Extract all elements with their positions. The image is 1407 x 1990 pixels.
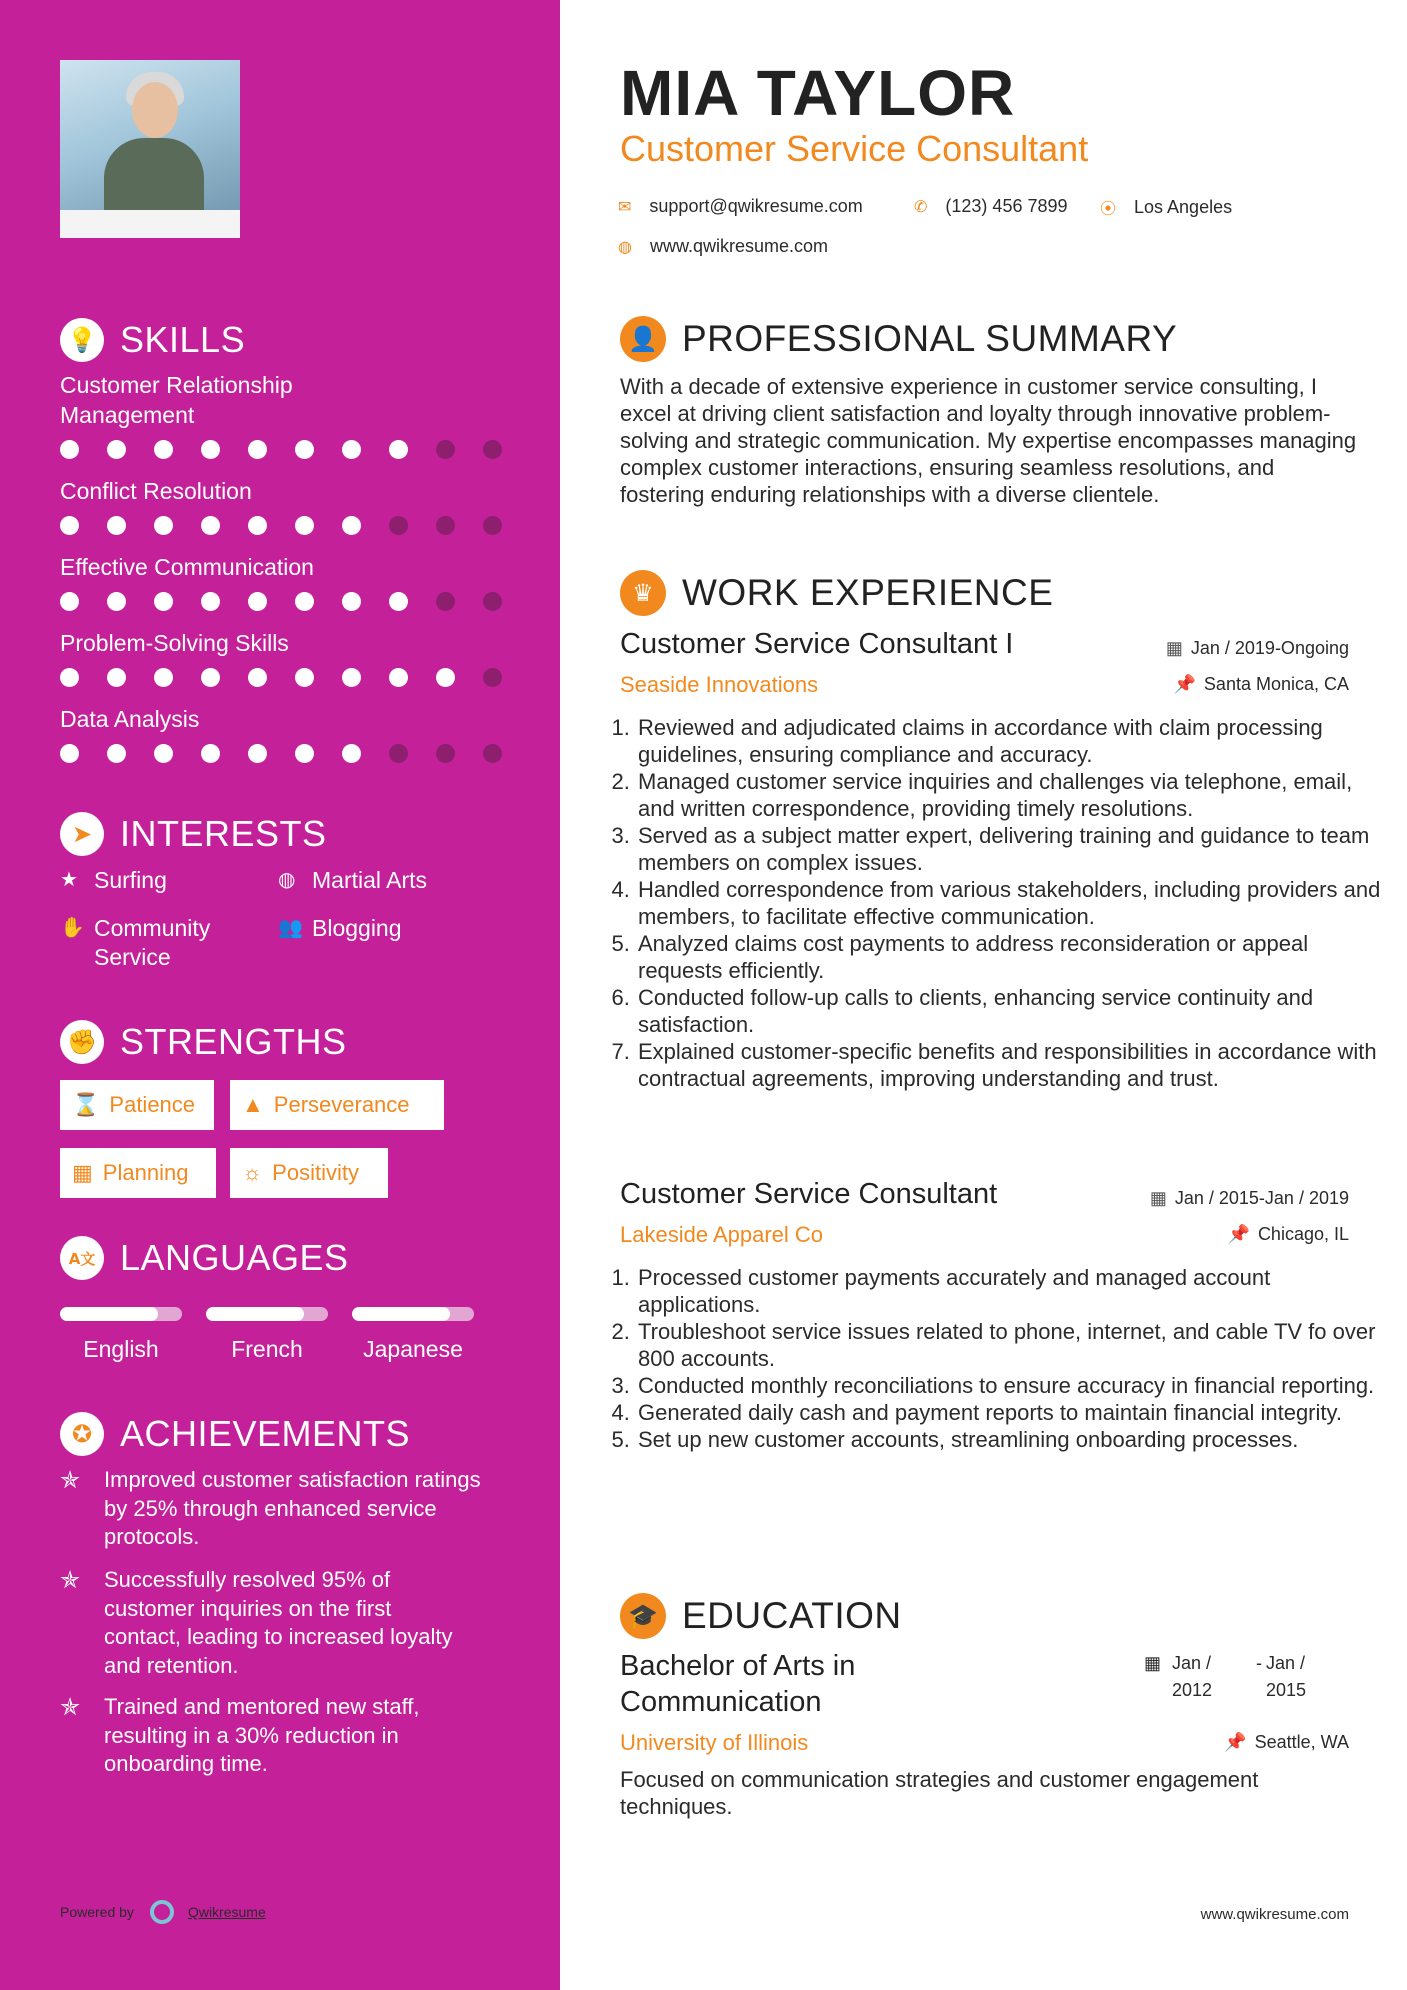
duty-item: 4. Generated daily cash and payment reports to maintain financial integrity. xyxy=(636,1399,1386,1426)
language-name: English xyxy=(83,1336,159,1362)
profile-photo xyxy=(60,60,240,238)
rating-dot xyxy=(295,592,314,611)
skill-rating xyxy=(60,744,502,762)
rating-dot xyxy=(436,440,455,459)
rating-dot xyxy=(154,592,173,611)
skills-section xyxy=(60,316,245,364)
rating-dot xyxy=(342,516,361,535)
strength-badge xyxy=(60,1148,216,1198)
rating-dot xyxy=(107,440,126,459)
interest-label: Surfing xyxy=(94,867,167,893)
rating-dot xyxy=(201,440,220,459)
rating-dot xyxy=(295,668,314,687)
shooting-star-icon: ✯ xyxy=(60,1693,81,1721)
skill-name: Data Analysis xyxy=(60,706,200,732)
rating-dot xyxy=(154,668,173,687)
summary-heading-row xyxy=(620,316,1177,362)
pin-icon: 📌 xyxy=(1173,674,1196,694)
pin-icon: 📌 xyxy=(1224,1732,1247,1752)
job-company: Lakeside Apparel Co xyxy=(620,1222,824,1247)
summary-heading: PROFESSIONAL SUMMARY xyxy=(682,318,1178,359)
language-level-bar xyxy=(60,1307,182,1321)
rating-dot xyxy=(248,744,267,763)
job-duties xyxy=(614,714,1386,1092)
strength-badge xyxy=(230,1080,444,1130)
skill-name: Conflict Resolution xyxy=(60,478,252,504)
paper-plane-icon: ➤ xyxy=(60,812,104,856)
fist-icon: ✊ xyxy=(60,1020,104,1064)
footer-url[interactable]: www.qwikresume.com xyxy=(1200,1906,1349,1923)
rating-dot xyxy=(389,440,408,459)
skill-item xyxy=(60,370,502,458)
rating-dot xyxy=(60,668,79,687)
location-text: Los Angeles xyxy=(1134,197,1233,217)
achievement-text: Trained and mentored new staff, resulting in a 30% reduction in onboarding time. xyxy=(104,1694,420,1776)
strength-badge xyxy=(60,1080,214,1130)
rating-dot xyxy=(483,516,502,535)
powered-by-label: Powered by xyxy=(60,1904,134,1920)
duty-item: 2. Troubleshoot service issues related to phone, internet, and cable TV fo over 800 accounts. xyxy=(636,1318,1386,1372)
language-level-fill xyxy=(206,1307,304,1321)
rating-dot xyxy=(248,668,267,687)
briefcase-icon: ♛ xyxy=(620,570,666,616)
summary-text: With a decade of extensive experience in customer service consulting, I excel at driving client satisfaction and loyalty through innovative problem-solving and strategic communication. My expertise encompasses managing complex customer interactions, ensuring seamless resolutions, and fostering enduring relationships with a diverse clientele. xyxy=(620,374,1357,507)
star-icon: ★ xyxy=(60,869,78,891)
rating-dot xyxy=(436,516,455,535)
interest-label: Martial Arts xyxy=(312,867,428,893)
globe-icon: ◍ xyxy=(278,869,296,891)
phone-text: (123) 456 7899 xyxy=(945,196,1068,216)
calendar-icon: ▦ xyxy=(72,1160,93,1185)
achievement-item xyxy=(60,1466,500,1552)
shooting-star-icon: ✯ xyxy=(60,1566,81,1594)
duty-item: 3. Served as a subject matter expert, delivering training and guidance to team members on complex issues. xyxy=(636,822,1386,876)
calendar-icon: ▦ xyxy=(1165,638,1183,658)
website-contact[interactable] xyxy=(618,236,828,257)
language-level-bar xyxy=(352,1307,474,1321)
star-badge-icon: ✪ xyxy=(60,1412,104,1456)
rating-dot xyxy=(389,592,408,611)
rating-dot xyxy=(60,440,79,459)
rating-dot xyxy=(342,668,361,687)
rating-dot xyxy=(295,440,314,459)
email-text: support@qwikresume.com xyxy=(649,196,863,216)
rating-dot xyxy=(248,440,267,459)
phone-icon: ✆ xyxy=(914,198,928,216)
job-company: Seaside Innovations xyxy=(620,672,819,697)
language-level-fill xyxy=(60,1307,158,1321)
powered-by xyxy=(60,1900,266,1924)
graduation-cap-icon: 🎓 xyxy=(620,1593,666,1639)
rating-dot xyxy=(389,744,408,763)
rating-dot xyxy=(154,516,173,535)
rating-dot xyxy=(154,440,173,459)
interests-heading: INTERESTS xyxy=(120,813,327,854)
interest-item xyxy=(60,866,167,895)
rating-dot xyxy=(483,592,502,611)
rating-dot xyxy=(154,744,173,763)
strength-label: Patience xyxy=(109,1092,196,1117)
skill-item xyxy=(60,552,502,610)
duty-item: 1. Processed customer payments accurately and managed account applications. xyxy=(636,1264,1386,1318)
education-description: Focused on communication strategies and customer engagement techniques. xyxy=(620,1767,1259,1819)
strength-label: Perseverance xyxy=(273,1092,410,1117)
phone-contact xyxy=(914,196,1068,217)
interest-item xyxy=(60,914,244,972)
hand-icon: ✋ xyxy=(60,917,85,939)
rating-dot xyxy=(201,668,220,687)
candidate-title: Customer Service Consultant xyxy=(620,128,1089,169)
rating-dot xyxy=(107,744,126,763)
interest-item xyxy=(278,914,402,943)
skills-heading: SKILLS xyxy=(120,319,246,360)
degree: Bachelor of Arts in Communication xyxy=(620,1650,856,1718)
edu-location xyxy=(1224,1732,1349,1753)
duty-item: 5. Set up new customer accounts, streamlining onboarding processes. xyxy=(636,1426,1386,1453)
skill-rating xyxy=(60,516,502,534)
rating-dot xyxy=(483,744,502,763)
language-name: French xyxy=(231,1336,303,1362)
location-contact xyxy=(1100,196,1232,219)
rating-dot xyxy=(201,516,220,535)
edu-calendar-icon: ▦ xyxy=(1144,1653,1162,1673)
shooting-star-icon: ✯ xyxy=(60,1466,81,1494)
rating-dot xyxy=(389,516,408,535)
job-dates-text: Jan / 2015-Jan / 2019 xyxy=(1174,1188,1349,1208)
rating-dot xyxy=(342,744,361,763)
achievements-heading: ACHIEVEMENTS xyxy=(120,1413,411,1454)
language-level-bar xyxy=(206,1307,328,1321)
sidebar xyxy=(0,0,560,1990)
education-heading-row xyxy=(620,1593,902,1639)
duty-item: 4. Handled correspondence from various stakeholders, including providers and members, to facilitate effective communication. xyxy=(636,876,1386,930)
strengths-section xyxy=(60,1018,347,1066)
website-text: www.qwikresume.com xyxy=(649,236,829,256)
rating-dot xyxy=(60,744,79,763)
rating-dot xyxy=(342,592,361,611)
road-icon: ▲ xyxy=(242,1092,264,1117)
rating-dot xyxy=(60,592,79,611)
job-location xyxy=(1174,674,1350,695)
duty-item: 2. Managed customer service inquiries and challenges via telephone, email, and written correspondence, providing timely resolutions. xyxy=(636,768,1386,822)
user-icon: 👤 xyxy=(620,316,666,362)
language-level-fill xyxy=(352,1307,450,1321)
rating-dot xyxy=(436,744,455,763)
envelope-icon: ✉ xyxy=(618,198,632,216)
rating-dot xyxy=(295,744,314,763)
skill-name: Effective Communication xyxy=(60,554,314,580)
map-pin-icon: ⦿ xyxy=(1100,201,1117,218)
edu-location-text: Seattle, WA xyxy=(1254,1732,1349,1752)
hourglass-icon: ⌛ xyxy=(72,1092,100,1117)
edu-start-date: Jan / 2012 xyxy=(1172,1653,1213,1700)
job-dates xyxy=(1150,1188,1349,1209)
achievement-item xyxy=(60,1566,500,1680)
strength-label: Positivity xyxy=(272,1160,359,1185)
qwikresume-logo-icon xyxy=(150,1900,174,1924)
edu-date-separator: - xyxy=(1256,1653,1262,1673)
strength-badge xyxy=(230,1148,388,1198)
rating-dot xyxy=(342,440,361,459)
achievement-text: Successfully resolved 95% of customer inquiries on the first contact, leading to increased loyalty and retention. xyxy=(104,1567,453,1678)
achievement-item xyxy=(60,1693,500,1779)
job-role: Customer Service Consultant I xyxy=(620,628,1014,660)
skill-rating xyxy=(60,668,502,686)
interest-label: Community Service xyxy=(94,915,211,970)
candidate-name: MIA TAYLOR xyxy=(620,57,1016,129)
rating-dot xyxy=(436,592,455,611)
rating-dot xyxy=(483,668,502,687)
languages-section xyxy=(60,1234,349,1282)
job-role: Customer Service Consultant xyxy=(620,1178,998,1210)
translate-icon: A文 xyxy=(60,1236,104,1280)
calendar-icon: ▦ xyxy=(1149,1188,1167,1208)
achievements-section xyxy=(60,1410,410,1458)
rating-dot xyxy=(483,440,502,459)
job-duties xyxy=(614,1264,1386,1453)
job-location xyxy=(1228,1224,1349,1245)
lightbulb-icon: 💡 xyxy=(60,318,104,362)
school: University of Illinois xyxy=(620,1730,809,1755)
sun-icon: ☼ xyxy=(242,1160,263,1185)
duty-item: 6. Conducted follow-up calls to clients, enhancing service continuity and satisfaction. xyxy=(636,984,1386,1038)
interests-section xyxy=(60,810,327,858)
experience-heading: WORK EXPERIENCE xyxy=(682,572,1054,613)
rating-dot xyxy=(107,516,126,535)
languages-heading: LANGUAGES xyxy=(120,1237,349,1278)
globe-icon: ◍ xyxy=(618,238,632,256)
rating-dot xyxy=(389,668,408,687)
duty-item: 5. Analyzed claims cost payments to address reconsideration or appeal requests efficiently. xyxy=(636,930,1386,984)
pin-icon: 📌 xyxy=(1227,1224,1250,1244)
edu-end-date: Jan / 2015 xyxy=(1266,1653,1307,1700)
email-contact[interactable] xyxy=(618,196,863,217)
achievement-text: Improved customer satisfaction ratings by 25% through enhanced service protocols. xyxy=(104,1467,481,1549)
interest-label: Blogging xyxy=(312,915,402,941)
rating-dot xyxy=(201,592,220,611)
job-dates xyxy=(1166,638,1349,659)
skill-item xyxy=(60,628,502,686)
strength-label: Planning xyxy=(102,1160,189,1185)
rating-dot xyxy=(295,516,314,535)
rating-dot xyxy=(107,668,126,687)
rating-dot xyxy=(60,516,79,535)
job-location-text: Santa Monica, CA xyxy=(1203,674,1349,694)
rating-dot xyxy=(248,516,267,535)
rating-dot xyxy=(248,592,267,611)
skill-item xyxy=(60,476,502,534)
skill-name: Customer Relationship Management xyxy=(60,372,293,428)
rating-dot xyxy=(107,592,126,611)
duty-item: 3. Conducted monthly reconciliations to ensure accuracy in financial reporting. xyxy=(636,1372,1386,1399)
qwikresume-link[interactable]: Qwikresume xyxy=(187,1904,266,1920)
duty-item: 1. Reviewed and adjudicated claims in accordance with claim processing guidelines, ensuring compliance and accuracy. xyxy=(636,714,1386,768)
rating-dot xyxy=(201,744,220,763)
education-heading: EDUCATION xyxy=(682,1595,902,1636)
skill-rating xyxy=(60,592,502,610)
experience-heading-row xyxy=(620,570,1053,616)
users-icon: 👥 xyxy=(278,917,303,939)
skill-item xyxy=(60,704,502,762)
job-dates-text: Jan / 2019-Ongoing xyxy=(1190,638,1349,658)
duty-item: 7. Explained customer-specific benefits and responsibilities in accordance with contractual agreements, improving understanding and trust. xyxy=(636,1038,1386,1092)
language-name: Japanese xyxy=(363,1336,463,1362)
strengths-heading: STRENGTHS xyxy=(120,1021,347,1062)
rating-dot xyxy=(436,668,455,687)
job-location-text: Chicago, IL xyxy=(1257,1224,1349,1244)
skill-name: Problem-Solving Skills xyxy=(60,630,289,656)
interest-item xyxy=(278,866,427,895)
skill-rating xyxy=(60,440,502,458)
